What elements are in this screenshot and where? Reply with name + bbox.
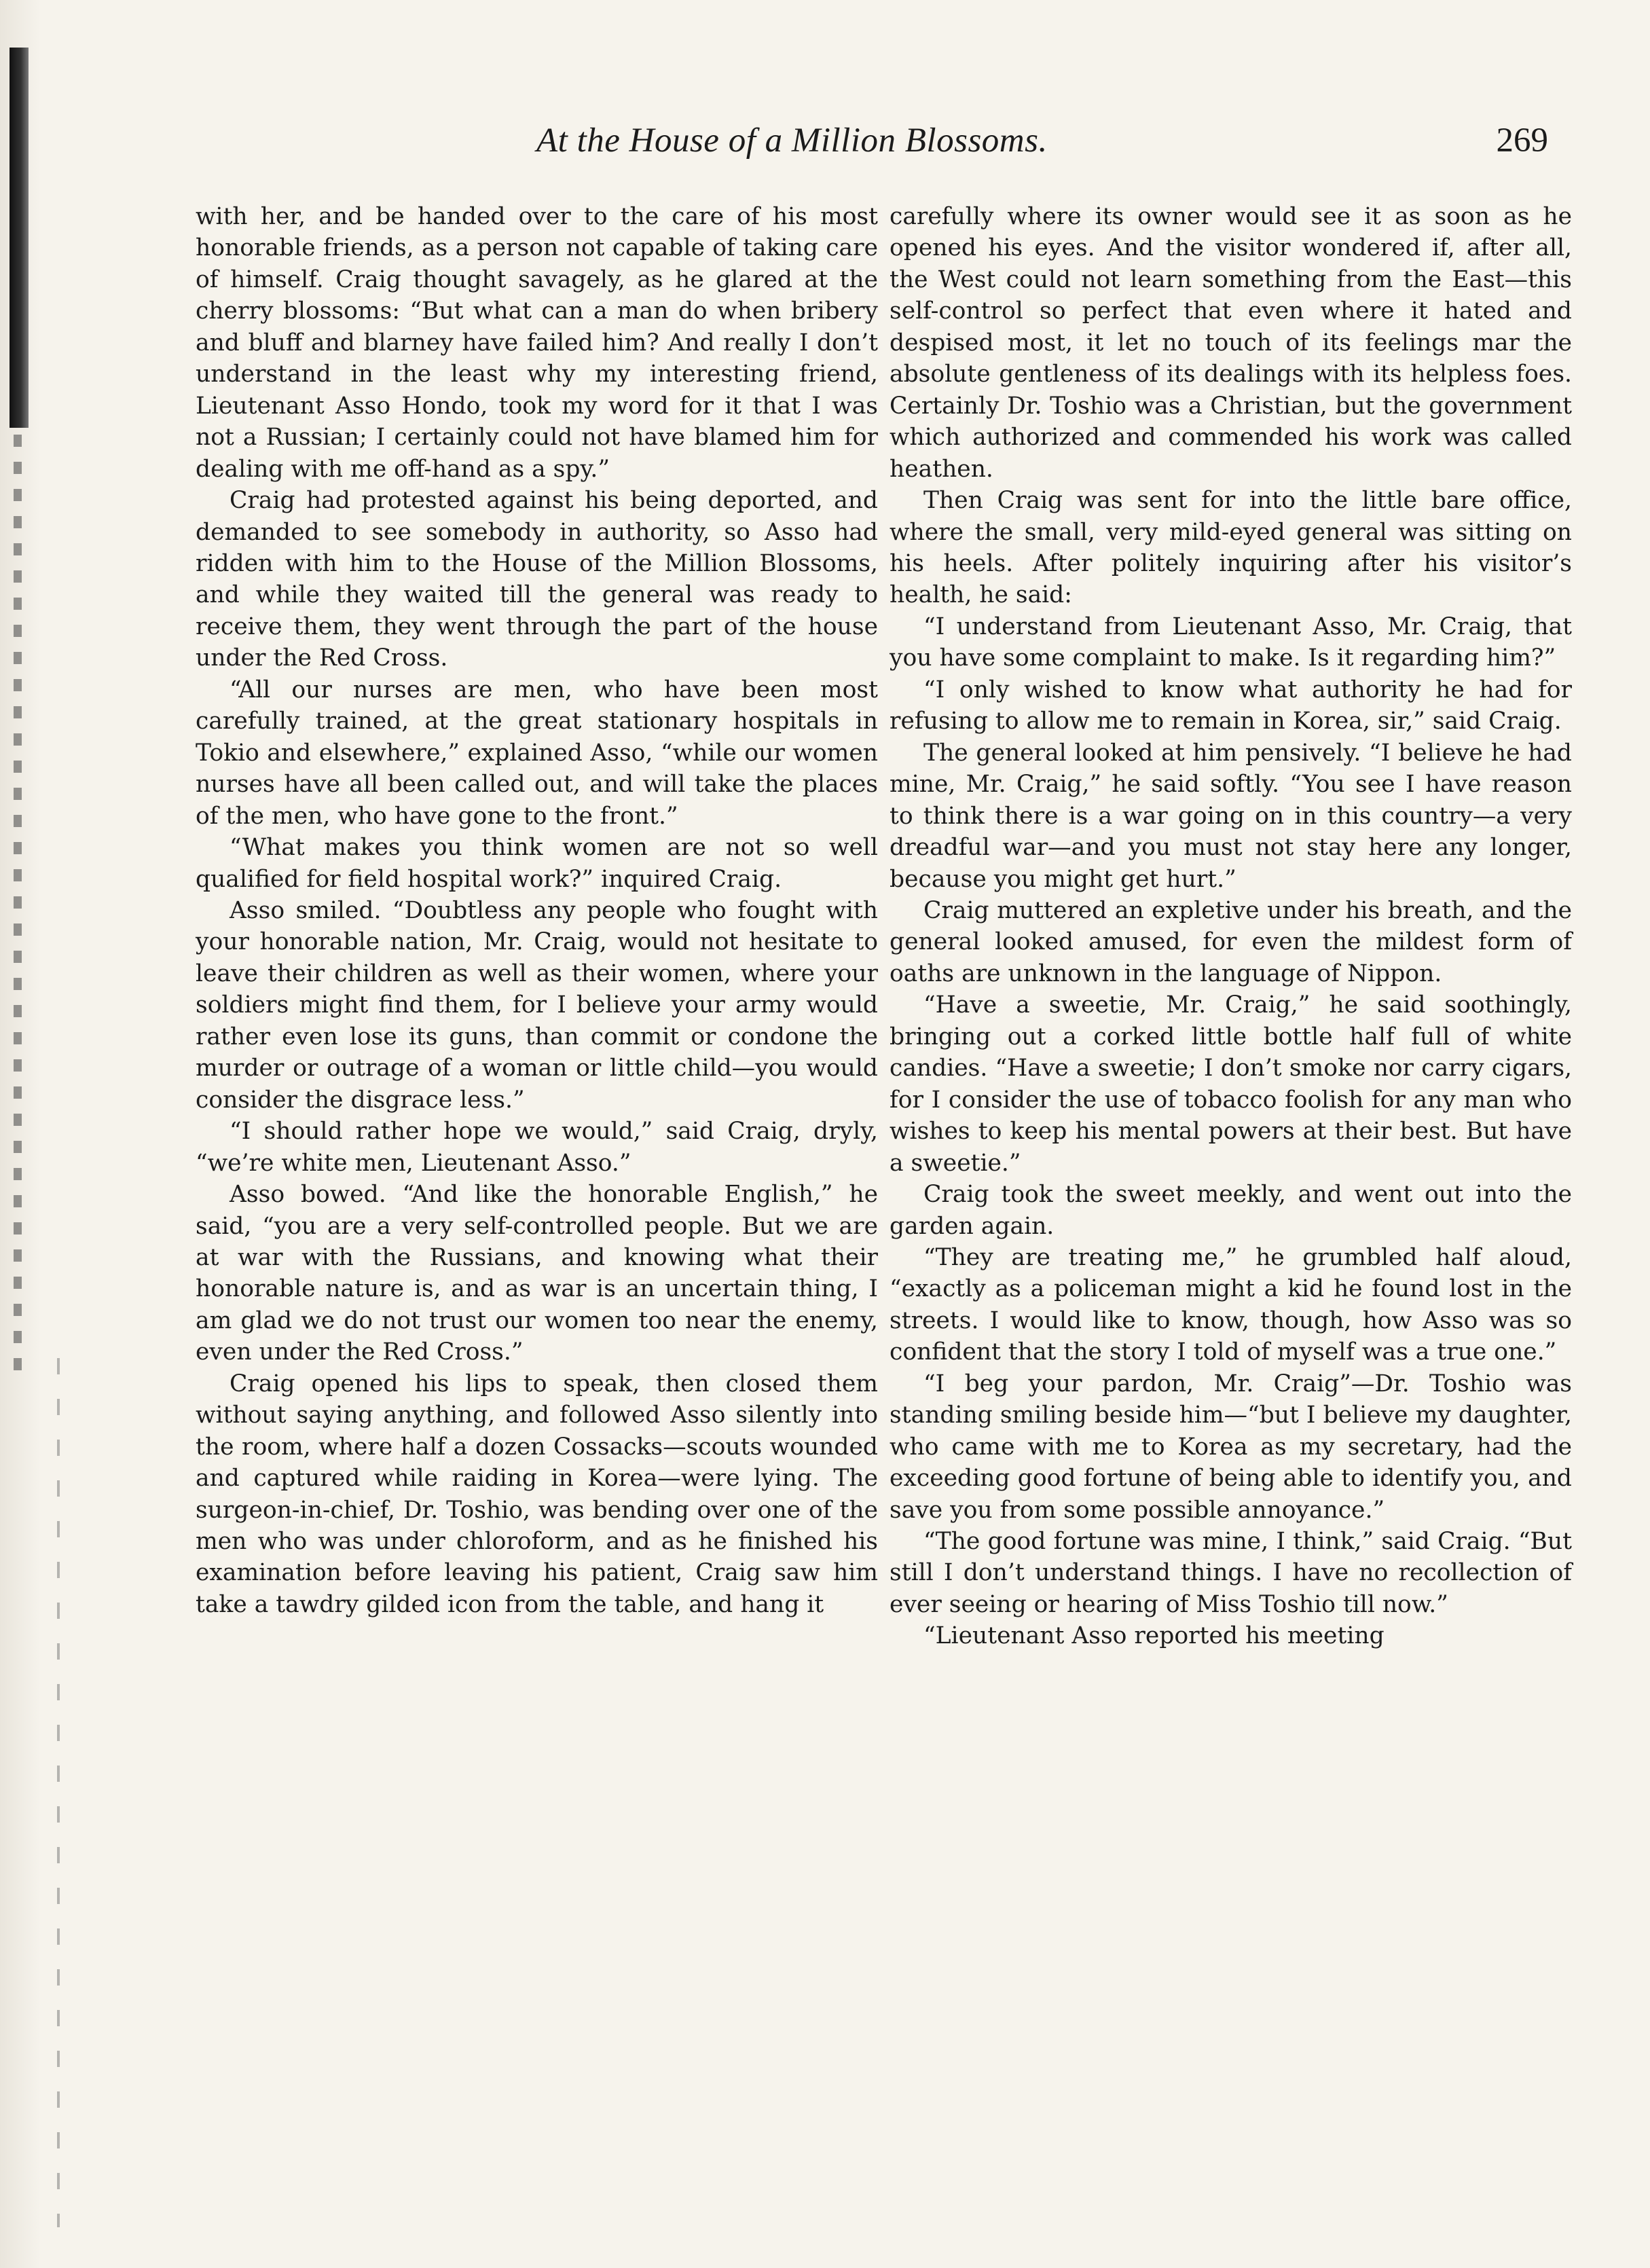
paragraph: Craig had protested against his being deported, and demanded to see somebody in authority, so Asso had ridden with him to the House of the Million Blossoms, and while they waited till the general was ready to receive them, they went through the part of the house under the Red Cross.	[196, 487, 878, 672]
paragraph: with her, and be handed over to the care of his most honorable friends, as a person not capable of taking care of himself. Craig thought savagely, as he glared at the cherry blossoms: “But what can a man do when bribery and bluff and blarney have failed him? And really I don’t understand in the least why my interesting friend, Lieutenant Asso Hondo, took my word for it that I was not a Russian; I certainly could not have blamed him for dealing with me off-hand as a spy.”	[196, 203, 878, 483]
page-number: 269	[1496, 122, 1548, 160]
scan-gutter	[0, 0, 75, 2268]
paragraph: Craig took the sweet meekly, and went out into the garden again.	[890, 1181, 1572, 1240]
paragraph: Asso smiled. “Doubtless any people who fought with your honorable nation, Mr. Craig, would not hesitate to leave their children as well as their women, where your soldiers might find them, for I believe your army would rather even lose its guns, than commit or condone the murder or outrage of a woman or little child—you would consider the disgrace less.”	[196, 896, 878, 1114]
paragraph: “What makes you think women are not so well qualified for field hospital work?” inquired Craig.	[196, 834, 878, 893]
paragraph: “I beg your pardon, Mr. Craig”—Dr. Toshio was standing smiling beside him—“but I believe my daughter, who came with me to Korea as my secretary, had the exceeding good fortune of being able to identify you, and save you from some possible annoyance.”	[890, 1370, 1572, 1524]
running-title: At the House of a Million Blossoms.	[536, 122, 1048, 160]
right-column	[890, 201, 1572, 1652]
paragraph: “Have a sweetie, Mr. Craig,” he said soothingly, bringing out a corked little bottle half full of white candies. “Have a sweetie; I don’t smoke nor carry cigars, for I consider the use of tobacco foolish for any man who wishes to keep his mental powers at their best. But have a sweetie.”	[890, 991, 1572, 1177]
left-column	[196, 201, 878, 1620]
paragraph: “Lieutenant Asso reported his meeting	[923, 1622, 1385, 1650]
paragraph: “They are treating me,” he grumbled half aloud, “exactly as a policeman might a kid he found lost in the streets. I would like to know, though, how Asso was so confident that the story I told of myself was a true one.”	[890, 1243, 1572, 1366]
binding-edge-trace	[57, 1358, 60, 2227]
paragraph: “I understand from Lieutenant Asso, Mr. Craig, that you have some complaint to make. Is it regarding him?”	[890, 612, 1572, 672]
paragraph: Asso bowed. “And like the honorable English,” he said, “you are a very self-controlled people. But we are at war with the Russians, and knowing what their honorable nature is, and as war is an uncertain thing, I am glad we do not trust our women too near the enemy, even under the Red Cross.”	[196, 1181, 878, 1366]
paragraph: “I only wished to know what authority he had for refusing to allow me to remain in Korea, sir,” said Craig.	[890, 676, 1572, 735]
binding-edge-mark	[10, 48, 29, 428]
paragraph: carefully where its owner would see it as soon as he opened his eyes. And the visitor wondered if, after all, the West could not learn something from the East—this self-control so perfect that even where it hated and despised most, it let no touch of its feelings mar the absolute gentleness of its dealings with its helpless foes. Certainly Dr. Toshio was a Christian, but the government which authorized and commended his work was called heathen.	[890, 203, 1572, 483]
paragraph: “I should rather hope we would,” said Craig, dryly, “we’re white men, Lieutenant Asso.”	[196, 1118, 878, 1177]
binding-edge-speckle	[14, 435, 22, 1385]
paragraph: “All our nurses are men, who have been most carefully trained, at the great stationary hospitals in Tokio and elsewhere,” explained Asso, “while our women nurses have all been called out, and will take the places of the men, who have gone to the front.”	[196, 676, 878, 830]
paragraph: “The good fortune was mine, I think,” said Craig. “But still I don’t understand things. I have no recollection of ever seeing or hearing of Miss Toshio till now.”	[890, 1528, 1572, 1618]
paragraph: The general looked at him pensively. “I believe he had mine, Mr. Craig,” he said softly. “You see I have reason to think there is a war going on in this country—a very dreadful war—and you must not stay here any longer, because you might get hurt.”	[890, 739, 1572, 893]
paragraph: Craig muttered an expletive under his breath, and the general looked amused, for even the mildest form of oaths are unknown in the language of Nippon.	[890, 896, 1572, 987]
paragraph: Craig opened his lips to speak, then closed them without saying anything, and followed Asso silently into the room, where half a dozen Cossacks—scouts wounded and captured while raiding in Korea—were lying. The surgeon-in-chief, Dr. Toshio, was bending over one of the men who was under chloroform, and as he finished his examination before leaving his patient, Craig saw him take a tawdry gilded icon from the table, and hang it	[196, 1370, 878, 1618]
paragraph: Then Craig was sent for into the little bare office, where the small, very mild-eyed general was sitting on his heels. After politely inquiring after his visitor’s health, he said:	[890, 487, 1572, 609]
